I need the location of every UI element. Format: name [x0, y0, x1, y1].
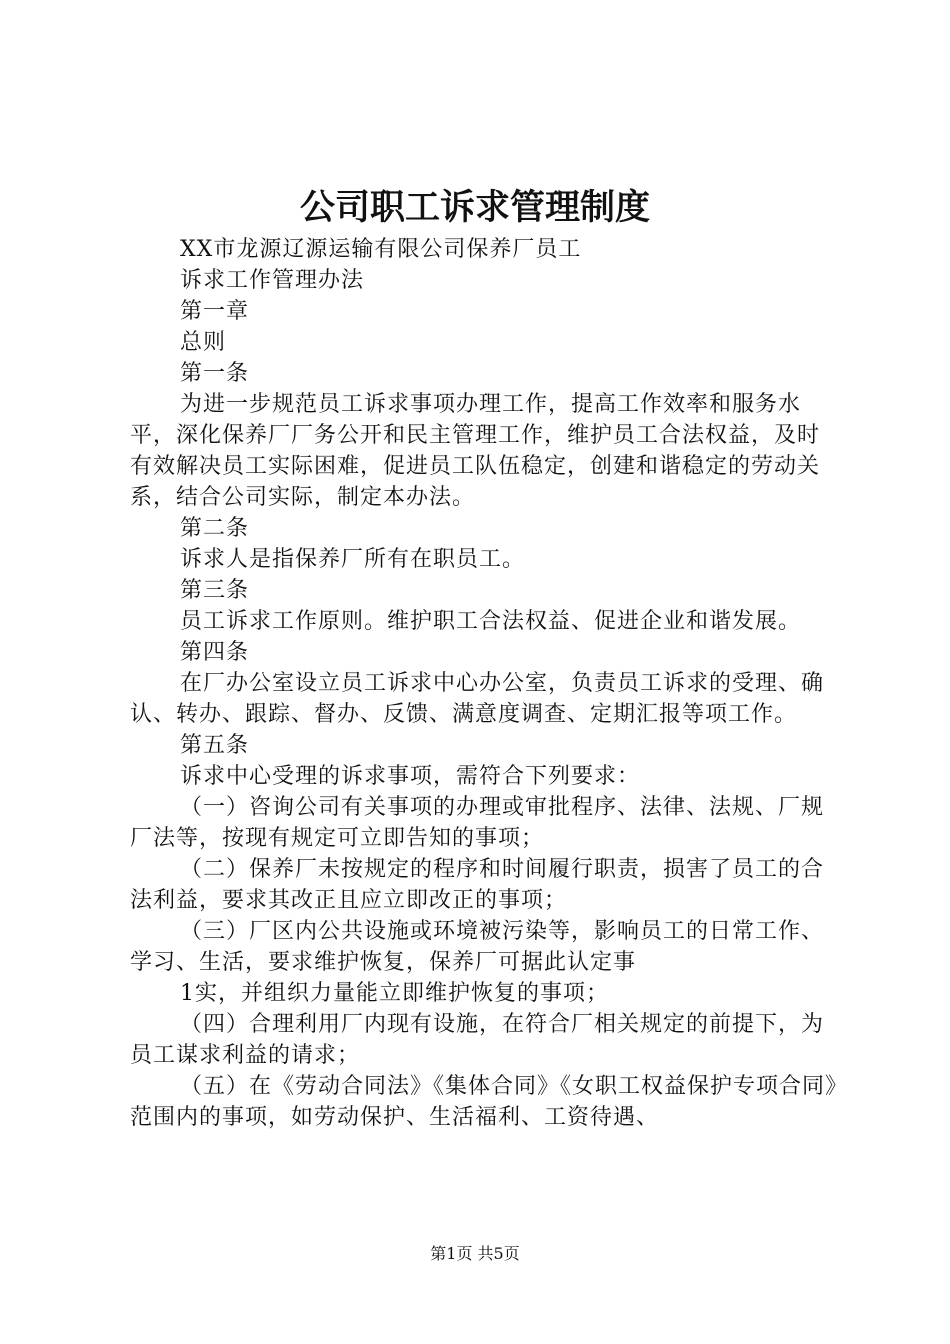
- org-name-line: XX市龙源辽源运输有限公司保养厂员工: [180, 237, 582, 262]
- list-item-5: （五）在《劳动合同法》《集体合同》《女职工权益保护专项合同》范围内的事项，如劳动保护、生活福利、工资待遇、: [130, 1074, 838, 1130]
- chapter-title: 总则: [180, 330, 227, 355]
- list-item-4: （四）合理利用厂内现有设施，在符合厂相关规定的前提下，为员工谋求利益的请求；: [130, 1012, 825, 1068]
- article-body-3: 员工诉求工作原则。维护职工合法权益、促进企业和谐发展。: [180, 609, 802, 634]
- article-body-5: 诉求中心受理的诉求事项，需符合下列要求：: [180, 764, 641, 789]
- article-heading-3: 第三条: [180, 578, 250, 603]
- article-body-2: 诉求人是指保养厂所有在职员工。: [180, 547, 526, 572]
- list-item-2: （二）保养厂未按规定的程序和时间履行职责，损害了员工的合法利益，要求其改正且应立即改正的事项；: [130, 857, 825, 913]
- list-item-3-continued: 1实，并组织力量能立即维护恢复的事项；: [180, 981, 609, 1006]
- page-title: 公司职工诉求管理制度: [299, 187, 650, 228]
- article-heading-5: 第五条: [180, 733, 250, 758]
- article-body-4: 在厂办公室设立员工诉求中心办公室，负责员工诉求的受理、确认、转办、跟踪、督办、反馈、满意度调查、定期汇报等项工作。: [130, 671, 825, 727]
- article-body-1: 为进一步规范员工诉求事项办理工作，提高工作效率和服务水平，深化保养厂厂务公开和民主管理工作，维护员工合法权益，及时有效解决员工实际困难，促进员工队伍稳定，创建和谐稳定的劳动关系，结合公司实际，制定本办法。: [130, 392, 821, 510]
- list-item-1: （一）咨询公司有关事项的办理或审批程序、法律、法规、厂规厂法等，按现有规定可立即告知的事项；: [130, 795, 825, 851]
- article-heading-4: 第四条: [180, 640, 250, 665]
- page-footer: 第1页 共5页: [430, 1244, 520, 1263]
- subtitle-line: 诉求工作管理办法: [180, 268, 365, 293]
- chapter-heading: 第一章: [180, 299, 250, 324]
- list-item-3: （三）厂区内公共设施或环境被污染等，影响员工的日常工作、学习、生活，要求维护恢复，保养厂可据此认定事: [130, 919, 825, 975]
- article-heading-1: 第一条: [180, 361, 250, 386]
- article-heading-2: 第二条: [180, 516, 250, 541]
- document-body: [130, 234, 842, 1133]
